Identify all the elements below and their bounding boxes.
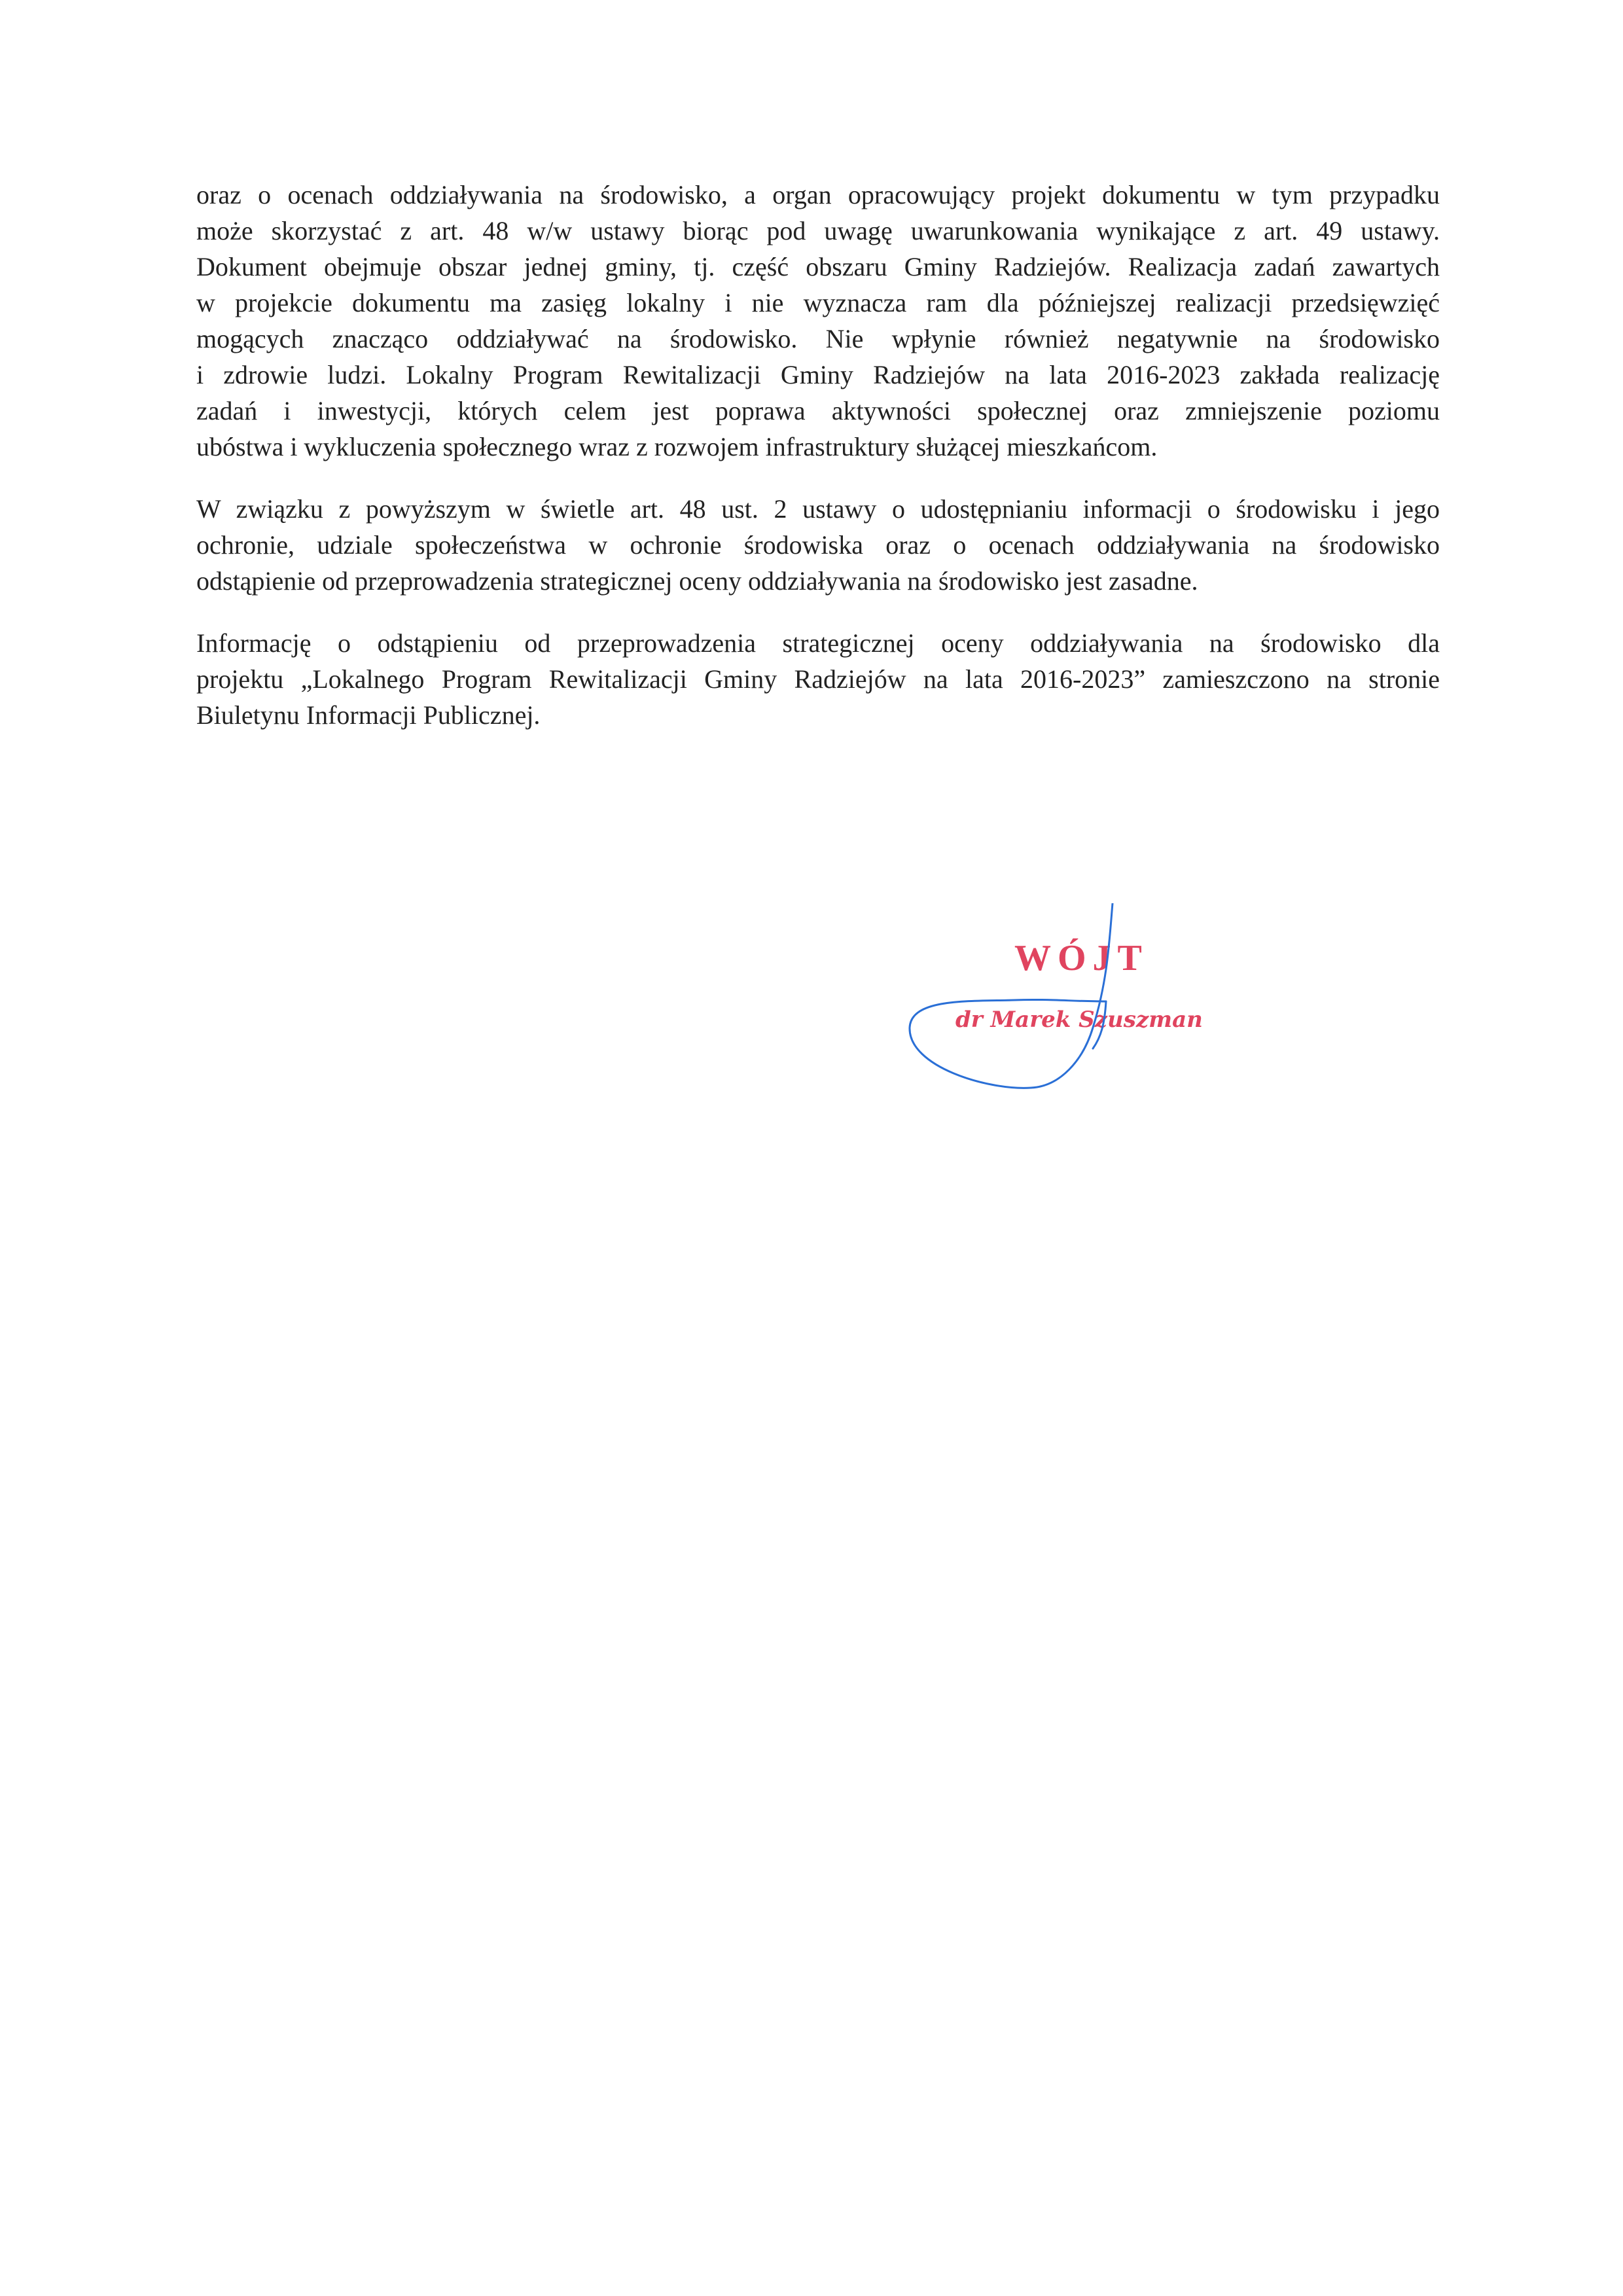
text-line: Dokument obejmuje obszar jednej gminy, tj. część obszaru Gminy Radziejów. Realizacja zadań zawartych [196, 252, 1440, 281]
text-line: W związku z powyższym w świetle art. 48 ust. 2 ustawy o udostępnianiu informacji o środowisku i jego [196, 494, 1440, 524]
text-line: odstąpienie od przeprowadzenia strategicznej oceny oddziaływania na środowisko jest zasadne. [196, 566, 1198, 596]
handwritten-signature [897, 903, 1237, 1113]
paragraph-1 [196, 177, 1440, 465]
text-line: może skorzystać z art. 48 w/w ustawy biorąc pod uwagę uwarunkowania wynikające z art. 49 ustawy. [196, 216, 1440, 245]
text-line: zadań i inwestycji, których celem jest poprawa aktywności społecznej oraz zmniejszenie poziomu [196, 396, 1440, 425]
text-line: Biuletynu Informacji Publicznej. [196, 700, 541, 730]
stamp-name: dr Marek Szuszman [955, 1007, 1203, 1033]
signature-stroke [1093, 1001, 1106, 1049]
text-line: Informację o odstąpieniu od przeprowadzenia strategicznej oceny oddziaływania na środowisko dla [196, 628, 1440, 658]
text-line: oraz o ocenach oddziaływania na środowisko, a organ opracowujący projekt dokumentu w tym przypadku [196, 180, 1440, 209]
paragraph-3 [196, 625, 1440, 733]
official-stamp [897, 903, 1237, 1113]
signature-stroke [910, 903, 1113, 1088]
text-line: ubóstwa i wykluczenia społecznego wraz z rozwojem infrastruktury służącej mieszkańcom. [196, 432, 1158, 461]
text-line: i zdrowie ludzi. Lokalny Program Rewitalizacji Gminy Radziejów na lata 2016-2023 zakłada realizację [196, 360, 1440, 389]
body-text [196, 177, 1440, 759]
paragraph-2 [196, 491, 1440, 599]
text-line: w projekcie dokumentu ma zasięg lokalny i nie wyznacza ram dla późniejszej realizacji przedsięwzięć [196, 288, 1440, 317]
stamp-title: WÓJT [1014, 938, 1149, 978]
text-line: mogących znacząco oddziaływać na środowisko. Nie wpłynie również negatywnie na środowisko [196, 324, 1440, 353]
text-line: ochronie, udziale społeczeństwa w ochronie środowiska oraz o ocenach oddziaływania na środowisko [196, 530, 1440, 560]
text-line: projektu „Lokalnego Program Rewitalizacji Gminy Radziejów na lata 2016-2023” zamieszczono na stronie [196, 664, 1440, 694]
